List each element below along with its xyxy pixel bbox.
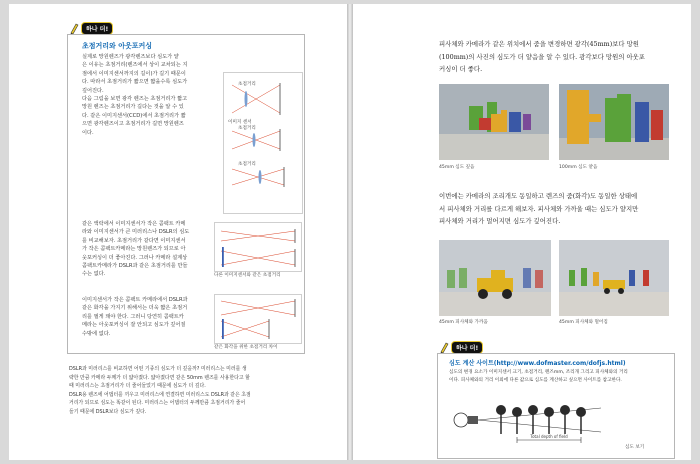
text-line: 들기 때문에 DSLR보다 심도가 깊다.	[69, 408, 147, 415]
text-line: 피사체와 거리가 멀어지면 심도가 깊어진다.	[439, 217, 561, 225]
paragraph-3	[82, 296, 220, 338]
paragraph-2	[82, 220, 220, 279]
sensor-diagram	[215, 223, 301, 271]
text-line: 서 피사체와 거리를 다르게 해보자. 피사체와 가까울 때는 심도가 얕지만	[439, 204, 639, 213]
photo-100mm	[559, 84, 669, 160]
photo-45mm	[439, 84, 549, 160]
pencil-icon	[69, 23, 79, 35]
tip-title: 심도 계산 사이트(http://www.dofmaster.com/dofjs.html)	[449, 360, 626, 367]
text-line: DSLR용 렌즈에 어댑터를 끼우고 미러리스에 연결하면 미러리스도 DSLR과 같은 초점	[69, 391, 251, 398]
fig3-caption: 같은 화각을 위한 초점거리 차이	[214, 345, 278, 350]
left-page	[9, 4, 347, 460]
text-line: 콤팩트카메라가 DSLR과 같은 초점거리를 만들	[82, 263, 188, 270]
text-line: 이다.	[82, 129, 94, 136]
chairs-photo	[559, 84, 669, 160]
text-line: 망원 렌즈는 초점거리가 길다는 것을 알 수 있	[82, 104, 184, 111]
text-line: 은 이유는 초점거리(렌즈에서 상이 교차되는 지	[82, 62, 188, 69]
focal-length-figure	[223, 72, 303, 214]
paragraph-4	[69, 365, 315, 417]
text-line: 거리가 되므로 심도는 똑같이 된다. 미러리스는 어댑터의 두께만큼 초점거리가 줄어	[69, 400, 246, 407]
text-line: 리를 필게 돼야 한다. 그러니 당연히 콤팩트카	[82, 313, 184, 320]
intro-paragraph	[439, 38, 669, 76]
text-line: DSLR과 미러리스를 비교하면 어떤 기종의 심도가 더 깊을까? 미러리스는 미러를 생	[69, 366, 247, 372]
text-line: 깊어진다.	[82, 87, 104, 94]
text-line: 다. 따라서 초점거리가 짧으면 짧을수록 심도가	[82, 79, 188, 86]
paragraph-1	[82, 53, 220, 137]
sensor-comparison-figure	[214, 222, 302, 272]
text-line: 략한 만큼 카메라 두께가 더 얇아졌다. 얇아졌다면 같은 50mm 렌즈를 사용한다고 할	[69, 374, 250, 381]
text-line: 를 비교해보자. 초점거리가 같다면 이미지센서	[82, 237, 186, 244]
fig-label: 이미지 센서	[228, 120, 252, 125]
text-line: 같은 액락에서 이미지센서가 작은 콤팩트 카메	[82, 221, 186, 227]
focal-diagram	[224, 73, 302, 213]
pencil-icon	[439, 342, 449, 354]
fig2-caption: 다른 이미지센서와 같은 초점거리	[214, 273, 281, 278]
section-title: 초점거리와 아웃포커싱	[82, 42, 153, 50]
text-line: 피사체와 카메라가 같은 위치에서 줌을 변경하면 광각(45mm)보다 망원	[439, 40, 639, 48]
text-line: 메라는 아웃포커싱이 잘 안되고 심도가 깊어질	[82, 322, 186, 329]
photo3-caption: 45mm 피사체와 가까움	[439, 320, 488, 325]
truck-photo	[559, 240, 669, 316]
fig-label: 초점거리	[238, 82, 256, 87]
right-page	[353, 4, 691, 460]
text-line: 심도의 변경 요소가 이미지센서 크기, 초점거리, 렌즈mm, 조리개 그리고 피사체와의 거리	[449, 370, 628, 375]
fig-label: 초점거리	[238, 126, 256, 131]
text-line: 라와 이미지센서가 큰 미러리스나 DSLR의 심도	[82, 229, 190, 236]
text-line: 같은 화각을 가지기 위해서는 더욱 짧은 초점거	[82, 305, 188, 312]
text-line: 웃포커싱이 더 좋아진다. 그러나 카메라 설계상	[82, 254, 188, 261]
tip-tag-label: 하나 더!	[81, 22, 113, 35]
text-line: 이다. 피사체와의 거리 이외에 다른 값으로 심도를 계산하고 싶으면 사이트를 참고한다.	[449, 378, 622, 383]
text-line: 으면 광각렌즈이고 초점거리가 길면 망원렌즈	[82, 121, 184, 128]
tip-tag-label: 하나 더!	[451, 341, 483, 354]
photo1-caption: 45mm 심도 깊음	[439, 165, 475, 170]
text-line: (100mm)의 사진의 심도가 더 얕음을 알 수 있다. 광각보다 망원의 아웃포	[439, 52, 645, 61]
photo-close	[439, 240, 551, 316]
text-line: 점에서 이미지센서까지의 길이)가 길기 때문이	[82, 70, 186, 77]
dof-caption: 심도 보기	[625, 445, 645, 450]
text-line: 수는 없다.	[82, 271, 106, 278]
text-line: 가 작은 콤팩트카메라는 망원렌즈가 되므로 아	[82, 246, 186, 253]
text-line: 이번에는 카메라의 조리개도 동일하고 렌즈의 줌(화각)도 동일한 상태에	[439, 192, 638, 200]
mid-paragraph	[439, 190, 669, 228]
text-line: 이미지센서가 작은 콤팩트 카메라에서 DSLR과	[82, 297, 188, 303]
chairs-photo	[439, 84, 549, 160]
text-line: 때 미러리스는 초점거리가 더 줄어들었기 때문에 심도가 더 깊다.	[69, 383, 206, 390]
photo4-caption: 45mm 피사체와 멀어짐	[559, 320, 608, 325]
angle-of-view-figure	[214, 294, 302, 344]
text-line: 수밖에 없다.	[82, 330, 111, 337]
dof-label: Total depth of field	[530, 434, 568, 439]
text-line: 다. 같은 이미지센서(CCD)에서 초점거리가 짧	[82, 112, 186, 119]
dof-figure	[451, 390, 611, 452]
text-line: 다음 그림을 보면 광각 렌즈는 초점거리가 짧고	[82, 96, 188, 103]
fig-label: 초점거리	[238, 162, 256, 167]
dof-diagram	[451, 390, 611, 452]
angle-diagram	[215, 295, 301, 343]
text-line: 커싱이 더 좋다.	[439, 65, 483, 73]
photo2-caption: 100mm 심도 얕음	[559, 165, 598, 170]
text-line: 실제로 망원렌즈가 광각렌즈보다 심도가 얕	[82, 54, 179, 60]
tip-text	[449, 369, 671, 385]
photo-far	[559, 240, 669, 316]
truck-photo	[439, 240, 551, 316]
